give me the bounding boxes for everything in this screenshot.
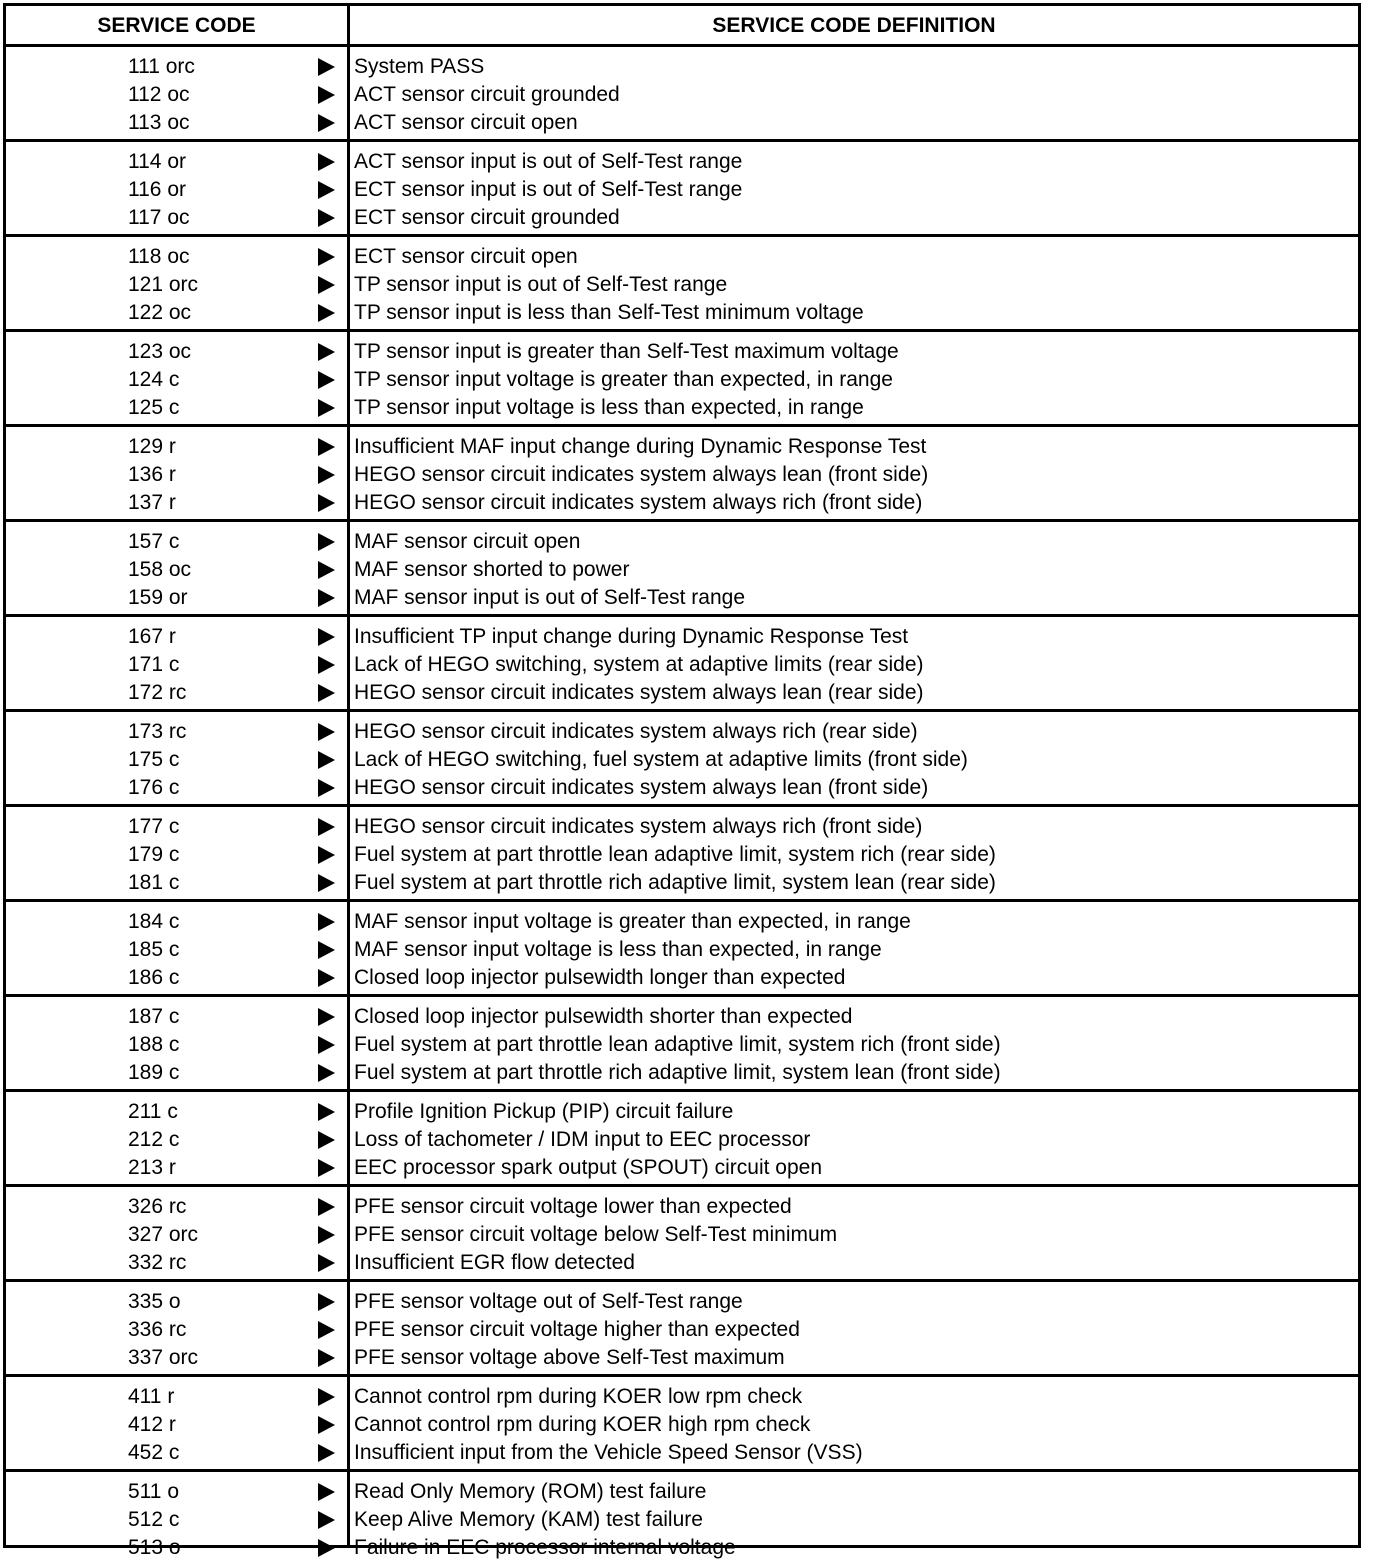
table-row <box>6 1411 1358 1439</box>
table-row <box>6 433 1358 461</box>
code-group <box>6 712 1358 807</box>
service-code-definition: HEGO sensor circuit indicates system always rich (front side) <box>354 491 923 514</box>
table-row <box>6 394 1358 422</box>
service-code-definition: Keep Alive Memory (KAM) test failure <box>354 1508 703 1531</box>
pointer-arrow-icon <box>318 1483 335 1501</box>
service-code: 172 rc <box>128 681 187 704</box>
service-code: 185 c <box>128 938 180 961</box>
service-code: 452 c <box>128 1441 180 1464</box>
service-code-definition: MAF sensor input is out of Self-Test range <box>354 586 746 609</box>
table-row <box>6 1154 1358 1182</box>
service-code: 179 c <box>128 843 180 866</box>
pointer-arrow-icon <box>318 1349 335 1367</box>
table-row <box>6 1249 1358 1277</box>
service-code-definition: HEGO sensor circuit indicates system always rich (front side) <box>354 815 923 838</box>
table-row <box>6 489 1358 517</box>
table-row <box>6 1031 1358 1059</box>
pointer-arrow-icon <box>318 304 335 322</box>
service-code: 212 c <box>128 1128 180 1151</box>
table-row <box>6 746 1358 774</box>
table-row <box>6 718 1358 746</box>
table-row <box>6 53 1358 81</box>
header-service-code: SERVICE CODE <box>97 14 256 37</box>
pointer-arrow-icon <box>318 684 335 702</box>
pointer-arrow-icon <box>318 779 335 797</box>
pointer-arrow-icon <box>318 1008 335 1026</box>
service-code-definition: MAF sensor shorted to power <box>354 558 630 581</box>
pointer-arrow-icon <box>318 1539 335 1557</box>
table-row <box>6 204 1358 232</box>
code-group <box>6 902 1358 997</box>
pointer-arrow-icon <box>318 209 335 227</box>
service-code: 114 or <box>128 150 186 173</box>
service-code-definition: TP sensor input is out of Self-Test range <box>354 273 728 296</box>
pointer-arrow-icon <box>318 751 335 769</box>
pointer-arrow-icon <box>318 1388 335 1406</box>
table-row <box>6 1221 1358 1249</box>
service-code-definition: Closed loop injector pulsewidth shorter than expected <box>354 1005 853 1028</box>
table-row <box>6 1316 1358 1344</box>
service-code: 213 r <box>128 1156 176 1179</box>
service-code: 117 oc <box>128 206 190 229</box>
service-code: 158 oc <box>128 558 192 581</box>
service-code-definition: Fuel system at part throttle lean adaptive limit, system rich (rear side) <box>354 843 996 866</box>
table-row <box>6 841 1358 869</box>
table-row <box>6 461 1358 489</box>
pointer-arrow-icon <box>318 723 335 741</box>
table-row <box>6 908 1358 936</box>
table-row <box>6 109 1358 137</box>
pointer-arrow-icon <box>318 1254 335 1272</box>
table-row <box>6 1003 1358 1031</box>
service-code-definition: ECT sensor input is out of Self-Test range <box>354 178 743 201</box>
table-row <box>6 1126 1358 1154</box>
pointer-arrow-icon <box>318 181 335 199</box>
service-code-definition: Profile Ignition Pickup (PIP) circuit failure <box>354 1100 734 1123</box>
service-code-definition: TP sensor input is less than Self-Test minimum voltage <box>354 301 864 324</box>
service-code: 186 c <box>128 966 180 989</box>
service-code-definition: Fuel system at part throttle lean adaptive limit, system rich (front side) <box>354 1033 1001 1056</box>
service-code: 159 or <box>128 586 188 609</box>
pointer-arrow-icon <box>318 1226 335 1244</box>
service-code-definition: Read Only Memory (ROM) test failure <box>354 1480 707 1503</box>
table-row <box>6 148 1358 176</box>
service-code-definition: Cannot control rpm during KOER high rpm check <box>354 1413 811 1436</box>
service-code-definition: MAF sensor input voltage is greater than expected, in range <box>354 910 911 933</box>
service-code: 137 r <box>128 491 176 514</box>
table-row <box>6 964 1358 992</box>
service-code-definition: PFE sensor voltage out of Self-Test range <box>354 1290 743 1313</box>
table-row <box>6 366 1358 394</box>
table-row <box>6 338 1358 366</box>
pointer-arrow-icon <box>318 1444 335 1462</box>
pointer-arrow-icon <box>318 58 335 76</box>
service-code-definition: ACT sensor circuit grounded <box>354 83 620 106</box>
service-code-definition: Closed loop injector pulsewidth longer than expected <box>354 966 846 989</box>
service-code: 211 c <box>128 1100 178 1123</box>
table-row <box>6 1288 1358 1316</box>
service-code-definition: Fuel system at part throttle rich adaptive limit, system lean (front side) <box>354 1061 1001 1084</box>
service-code-definition: PFE sensor circuit voltage higher than expected <box>354 1318 800 1341</box>
table-row <box>6 81 1358 109</box>
pointer-arrow-icon <box>318 276 335 294</box>
table-header <box>6 6 1358 47</box>
service-code-definition: Insufficient input from the Vehicle Speed Sensor (VSS) <box>354 1441 863 1464</box>
table-row <box>6 271 1358 299</box>
pointer-arrow-icon <box>318 656 335 674</box>
code-group <box>6 237 1358 332</box>
service-code: 157 c <box>128 530 180 553</box>
code-group <box>6 1377 1358 1472</box>
pointer-arrow-icon <box>318 874 335 892</box>
service-code: 412 r <box>128 1413 176 1436</box>
code-group <box>6 142 1358 237</box>
table-row <box>6 176 1358 204</box>
table-row <box>6 813 1358 841</box>
pointer-arrow-icon <box>318 153 335 171</box>
service-code: 336 rc <box>128 1318 187 1341</box>
service-code-table <box>3 3 1361 1559</box>
service-code-definition: ACT sensor circuit open <box>354 111 578 134</box>
pointer-arrow-icon <box>318 399 335 417</box>
table-row <box>6 1478 1358 1506</box>
service-code: 122 oc <box>128 301 192 324</box>
service-code: 326 rc <box>128 1195 187 1218</box>
service-code: 113 oc <box>128 111 190 134</box>
service-code-definition: MAF sensor circuit open <box>354 530 581 553</box>
service-code: 184 c <box>128 910 180 933</box>
code-group <box>6 1187 1358 1282</box>
pointer-arrow-icon <box>318 343 335 361</box>
code-group <box>6 1282 1358 1377</box>
table-row <box>6 1439 1358 1467</box>
table-row <box>6 679 1358 707</box>
pointer-arrow-icon <box>318 818 335 836</box>
service-code-definition: HEGO sensor circuit indicates system always lean (front side) <box>354 776 929 799</box>
service-code-definition: HEGO sensor circuit indicates system always lean (rear side) <box>354 681 924 704</box>
service-code-definition: Insufficient EGR flow detected <box>354 1251 635 1274</box>
pointer-arrow-icon <box>318 371 335 389</box>
service-code-definition: Insufficient MAF input change during Dynamic Response Test <box>354 435 927 458</box>
pointer-arrow-icon <box>318 1103 335 1121</box>
service-code: 411 r <box>128 1385 175 1408</box>
pointer-arrow-icon <box>318 969 335 987</box>
table-row <box>6 623 1358 651</box>
service-code-definition: EEC processor spark output (SPOUT) circuit open <box>354 1156 823 1179</box>
header-service-code-definition: SERVICE CODE DEFINITION <box>712 14 996 37</box>
pointer-arrow-icon <box>318 846 335 864</box>
service-code: 511 o <box>128 1480 179 1503</box>
pointer-arrow-icon <box>318 913 335 931</box>
service-code-definition: ECT sensor circuit grounded <box>354 206 620 229</box>
service-code-definition: HEGO sensor circuit indicates system always rich (rear side) <box>354 720 918 743</box>
table-row <box>6 1506 1358 1534</box>
table-row <box>6 651 1358 679</box>
service-code: 332 rc <box>128 1251 187 1274</box>
service-code: 189 c <box>128 1061 180 1084</box>
table-row <box>6 1383 1358 1411</box>
pointer-arrow-icon <box>318 114 335 132</box>
pointer-arrow-icon <box>318 1036 335 1054</box>
pointer-arrow-icon <box>318 561 335 579</box>
table-row <box>6 1098 1358 1126</box>
service-code: 124 c <box>128 368 180 391</box>
table-row <box>6 1344 1358 1372</box>
table-row <box>6 584 1358 612</box>
code-group <box>6 332 1358 427</box>
pointer-arrow-icon <box>318 533 335 551</box>
table-row <box>6 528 1358 556</box>
code-group <box>6 1472 1358 1564</box>
service-code: 125 c <box>128 396 180 419</box>
pointer-arrow-icon <box>318 941 335 959</box>
pointer-arrow-icon <box>318 466 335 484</box>
service-code-definition: TP sensor input is greater than Self-Test maximum voltage <box>354 340 899 363</box>
service-code: 176 c <box>128 776 180 799</box>
service-code: 116 or <box>128 178 186 201</box>
service-code: 173 rc <box>128 720 187 743</box>
service-code: 335 o <box>128 1290 181 1313</box>
service-code-definition: PFE sensor circuit voltage lower than expected <box>354 1195 792 1218</box>
service-code-definition: PFE sensor voltage above Self-Test maximum <box>354 1346 785 1369</box>
service-code: 167 r <box>128 625 176 648</box>
table-row <box>6 774 1358 802</box>
service-code-definition: Fuel system at part throttle rich adaptive limit, system lean (rear side) <box>354 871 996 894</box>
code-group <box>6 617 1358 712</box>
table-row <box>6 936 1358 964</box>
service-code-definition: Cannot control rpm during KOER low rpm check <box>354 1385 803 1408</box>
pointer-arrow-icon <box>318 1198 335 1216</box>
pointer-arrow-icon <box>318 1293 335 1311</box>
pointer-arrow-icon <box>318 494 335 512</box>
service-code: 188 c <box>128 1033 180 1056</box>
service-code: 337 orc <box>128 1346 199 1369</box>
table-row <box>6 1059 1358 1087</box>
code-group <box>6 997 1358 1092</box>
service-code-definition: System PASS <box>354 55 485 78</box>
service-code-definition: ECT sensor circuit open <box>354 245 578 268</box>
code-group <box>6 522 1358 617</box>
service-code-definition: Insufficient TP input change during Dynamic Response Test <box>354 625 909 648</box>
pointer-arrow-icon <box>318 1159 335 1177</box>
service-code: 512 c <box>128 1508 180 1531</box>
service-code: 123 oc <box>128 340 192 363</box>
service-code-definition: Loss of tachometer / IDM input to EEC processor <box>354 1128 811 1151</box>
service-code-definition: TP sensor input voltage is greater than expected, in range <box>354 368 893 391</box>
service-code: 175 c <box>128 748 180 771</box>
service-code: 171 c <box>128 653 180 676</box>
service-code: 327 orc <box>128 1223 199 1246</box>
service-code: 118 oc <box>128 245 190 268</box>
service-code: 513 o <box>128 1536 181 1559</box>
table-row <box>6 299 1358 327</box>
pointer-arrow-icon <box>318 86 335 104</box>
service-code: 129 r <box>128 435 176 458</box>
service-code: 121 orc <box>128 273 199 296</box>
service-code-definition: Lack of HEGO switching, system at adaptive limits (rear side) <box>354 653 924 676</box>
code-group <box>6 427 1358 522</box>
pointer-arrow-icon <box>318 1064 335 1082</box>
service-code: 112 oc <box>128 83 190 106</box>
service-code: 187 c <box>128 1005 180 1028</box>
service-code-definition: MAF sensor input voltage is less than expected, in range <box>354 938 882 961</box>
service-code: 136 r <box>128 463 176 486</box>
code-group <box>6 47 1358 142</box>
code-group <box>6 1092 1358 1187</box>
table-row <box>6 1193 1358 1221</box>
service-code-definition: PFE sensor circuit voltage below Self-Test minimum <box>354 1223 838 1246</box>
service-code-definition: HEGO sensor circuit indicates system always lean (front side) <box>354 463 929 486</box>
service-code-definition: TP sensor input voltage is less than expected, in range <box>354 396 864 419</box>
table-row <box>6 556 1358 584</box>
pointer-arrow-icon <box>318 1416 335 1434</box>
service-code: 181 c <box>128 871 180 894</box>
pointer-arrow-icon <box>318 1511 335 1529</box>
pointer-arrow-icon <box>318 1321 335 1339</box>
pointer-arrow-icon <box>318 1131 335 1149</box>
service-code-definition: Failure in EEC processor internal voltage <box>354 1536 736 1559</box>
service-code: 111 orc <box>128 55 195 78</box>
pointer-arrow-icon <box>318 589 335 607</box>
pointer-arrow-icon <box>318 248 335 266</box>
table-row <box>6 869 1358 897</box>
service-code-definition: Lack of HEGO switching, fuel system at adaptive limits (front side) <box>354 748 968 771</box>
service-code: 177 c <box>128 815 180 838</box>
pointer-arrow-icon <box>318 628 335 646</box>
table-row <box>6 243 1358 271</box>
code-group <box>6 807 1358 902</box>
pointer-arrow-icon <box>318 438 335 456</box>
service-code-definition: ACT sensor input is out of Self-Test range <box>354 150 743 173</box>
